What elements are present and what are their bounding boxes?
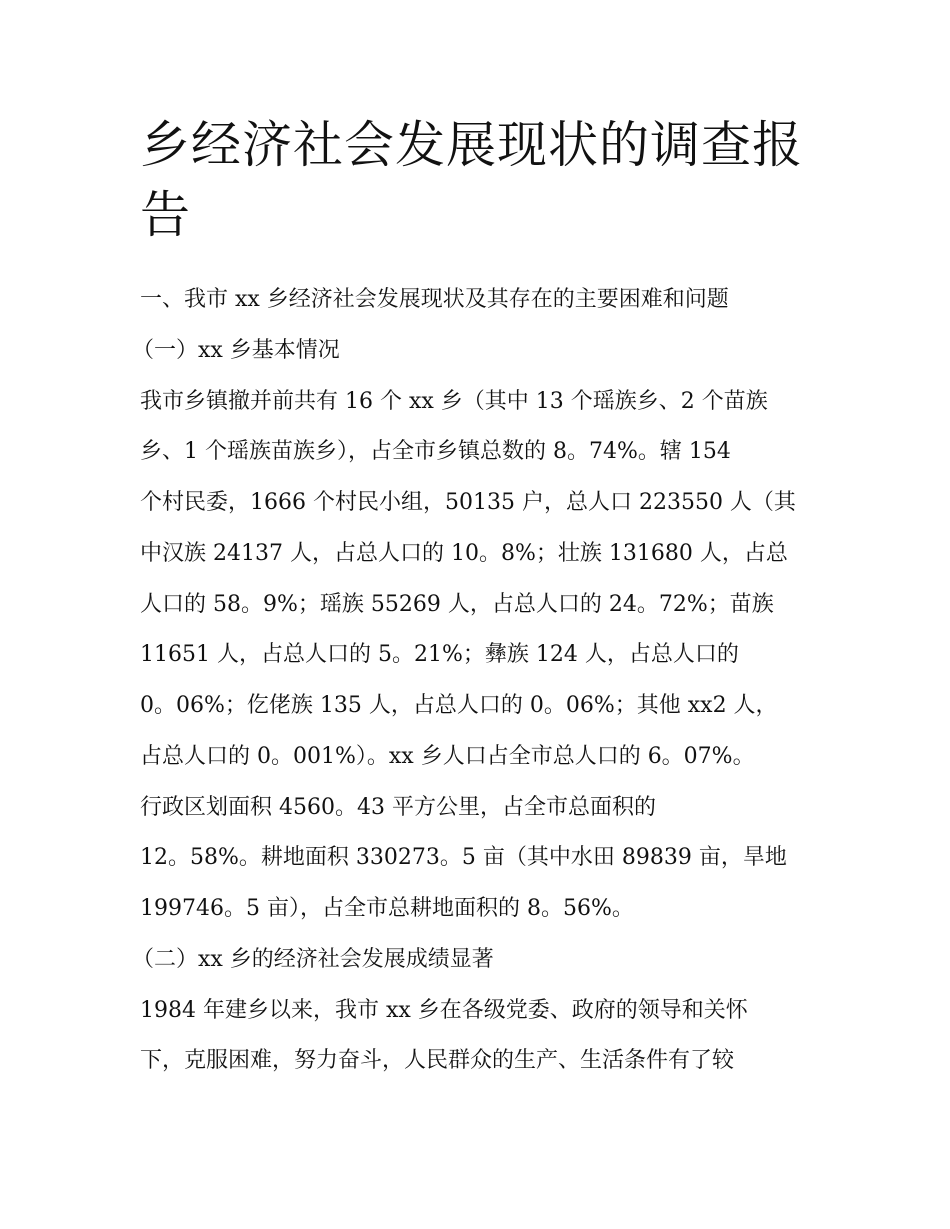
body-line-2: 乡、1 个瑶族苗族乡），占全市乡镇总数的 8。74%。辖 154 <box>140 439 731 464</box>
body-line-9: 行政区划面积 4560。43 平方公里，占全市总面积的 <box>140 795 656 820</box>
body-line-13: 下，克服困难，努力奋斗，人民群众的生产、生活条件有了较 <box>140 1048 735 1073</box>
body-line-8: 占总人口的 0。001%）。xx 乡人口占全市总人口的 6。07%。 <box>140 744 755 769</box>
body-line-12: 1984 年建乡以来，我市 xx 乡在各级党委、政府的领导和关怀 <box>140 998 748 1023</box>
body-line-5: 人口的 58。9%；瑶族 55269 人，占总人口的 24。72%；苗族 <box>140 592 774 617</box>
body-line-6: 11651 人，占总人口的 5。21%；彝族 124 人，占总人口的 <box>140 642 739 667</box>
body-line-10: 12。58%。耕地面积 330273。5 亩（其中水田 89839 亩，旱地 <box>140 845 787 870</box>
body-line-4: 中汉族 24137 人，占总人口的 10。8%；壮族 131680 人，占总 <box>140 541 788 566</box>
body-line-3: 个村民委，1666 个村民小组，50135 户，总人口 223550 人（其 <box>140 490 796 515</box>
body-line-11: 199746。5 亩），占全市总耕地面积的 8。56%。 <box>140 896 634 921</box>
subsection-heading-1: （一）xx 乡基本情况 <box>132 338 340 363</box>
body-line-1: 我市乡镇撤并前共有 16 个 xx 乡（其中 13 个瑶族乡、2 个苗族 <box>140 389 768 414</box>
body-line-7: 0。06%；仡佬族 135 人，占总人口的 0。06%；其他 xx2 人， <box>140 693 778 718</box>
subsection-heading-2: （二）xx 乡的经济社会发展成绩显著 <box>132 947 494 972</box>
title-line-2: 告 <box>140 186 191 244</box>
section-heading-1: 一、我市 xx 乡经济社会发展现状及其存在的主要困难和问题 <box>140 287 729 312</box>
title-line-1: 乡经济社会发展现状的调查报 <box>140 116 803 174</box>
document-title <box>140 110 820 250</box>
